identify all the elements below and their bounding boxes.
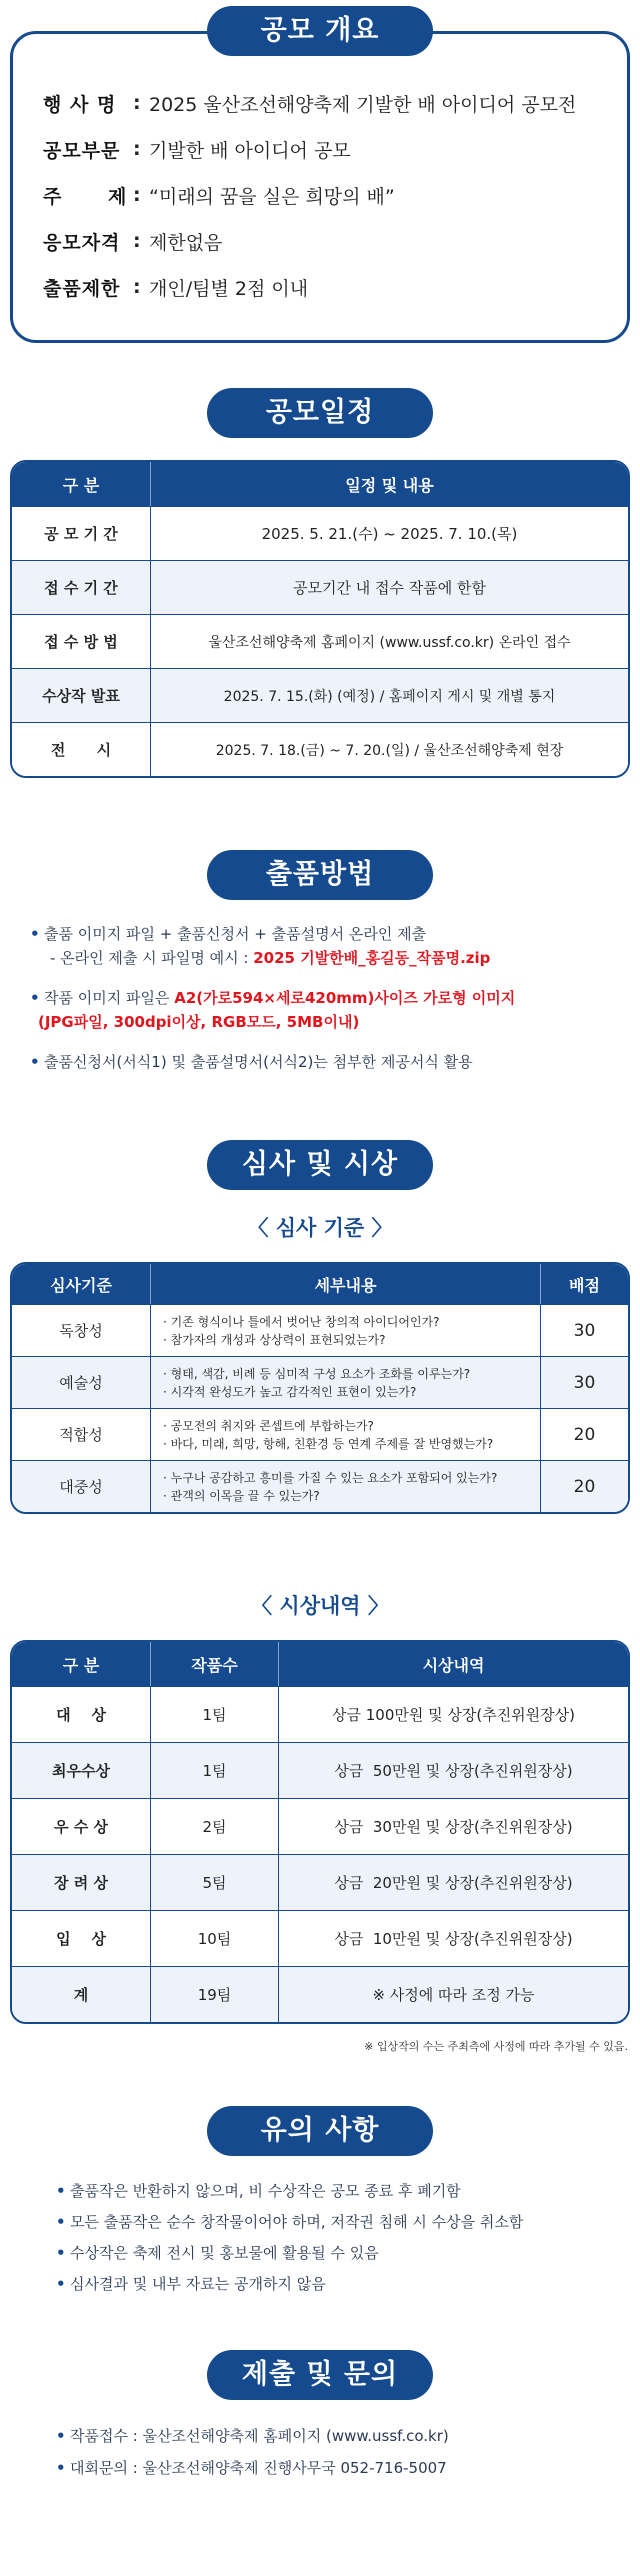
overview-value: 기발한 배 아이디어 공모	[149, 139, 351, 162]
notes-title-wrap	[0, 2106, 640, 2156]
overview-colon: :	[133, 276, 141, 298]
criteria-detail-line: · 누구나 공감하고 흥미를 가질 수 있는 요소가 포함되어 있는가?	[163, 1470, 498, 1485]
criteria-detail-line: · 공모전의 취지와 콘셉트에 부합하는가?	[163, 1418, 374, 1433]
awards-row	[12, 1742, 628, 1798]
submission-item	[30, 922, 620, 946]
overview-colon: :	[133, 92, 141, 114]
submission-image-spec-line	[30, 1010, 620, 1034]
awards-table-header	[12, 1642, 628, 1686]
awards-row-total	[12, 1966, 628, 2022]
judging-title: 심사 및 시상	[207, 1140, 433, 1190]
contact-title: 제출 및 문의	[207, 2350, 433, 2400]
overview-label: 출품제한	[43, 277, 121, 300]
notes-item: • 심사결과 및 내부 자료는 공개하지 않음	[56, 2269, 626, 2300]
awards-row	[12, 1798, 628, 1854]
notes-list	[56, 2176, 626, 2300]
criteria-details	[150, 1461, 540, 1512]
overview-row-category	[43, 126, 605, 172]
overview-label: 응모자격	[43, 231, 121, 254]
overview-section	[10, 6, 630, 343]
award-count: 5팀	[150, 1855, 278, 1910]
criteria-details	[150, 1305, 540, 1356]
criteria-score: 20	[540, 1409, 628, 1460]
criteria-detail-line: · 바다, 미래, 희망, 항해, 친환경 등 연계 주제를 잘 반영했는가?	[163, 1436, 494, 1451]
schedule-row-value: 2025. 7. 15.(화) (예정) / 홈페이지 게시 및 개별 통지	[150, 669, 628, 722]
award-count: 1팀	[150, 1687, 278, 1742]
notes-title: 유의 사항	[207, 2106, 433, 2156]
awards-table	[10, 1640, 630, 2024]
criteria-header-name: 심사기준	[50, 1275, 112, 1295]
awards-row	[12, 1910, 628, 1966]
schedule-row	[12, 506, 628, 560]
award-name: 입 상	[56, 1930, 106, 1948]
contact-list	[56, 2420, 626, 2484]
schedule-table	[10, 460, 630, 778]
overview-value: 개인/팀별 2점 이내	[149, 277, 309, 300]
overview-label: 주 제	[43, 185, 128, 208]
schedule-row-value: 공모기간 내 접수 작품에 한함	[150, 561, 628, 614]
award-count: 10팀	[150, 1911, 278, 1966]
overview-colon: :	[133, 230, 141, 252]
criteria-name: 대중성	[59, 1478, 103, 1496]
submission-title: 출품방법	[207, 850, 433, 900]
submission-title-wrap	[0, 850, 640, 900]
schedule-row-label: 접 수 방 법	[44, 633, 118, 651]
overview-title: 공모 개요	[207, 6, 433, 56]
criteria-row	[12, 1356, 628, 1408]
award-prize: ※ 사정에 따라 조정 가능	[278, 1967, 628, 2022]
criteria-detail-line: · 관객의 이목을 끌 수 있는가?	[163, 1488, 320, 1503]
schedule-row-value: 울산조선해양축제 홈페이지 (www.ussf.co.kr) 온라인 접수	[150, 615, 628, 668]
submission-filename-line	[30, 946, 620, 970]
notes-item: • 출품작은 반환하지 않으며, 비 수상작은 공모 종료 후 폐기함	[56, 2176, 626, 2207]
overview-row-event-name	[43, 80, 605, 126]
overview-label: 공모부문	[43, 139, 121, 162]
submission-filename-example: 2025 기발한배_홍길동_작품명.zip	[253, 949, 491, 967]
criteria-name: 예술성	[59, 1374, 103, 1392]
schedule-row-label: 공 모 기 간	[44, 525, 118, 543]
criteria-details	[150, 1357, 540, 1408]
overview-box	[10, 31, 630, 343]
overview-value: 2025 울산조선해양축제 기발한 배 아이디어 공모전	[149, 93, 577, 116]
schedule-row-label: 접 수 기 간	[44, 579, 118, 597]
criteria-name: 적합성	[59, 1426, 103, 1444]
notes-item: • 수상작은 축제 전시 및 홍보물에 활용될 수 있음	[56, 2238, 626, 2269]
schedule-row-value: 2025. 5. 21.(수) ~ 2025. 7. 10.(목)	[150, 507, 628, 560]
overview-value: 제한없음	[149, 231, 223, 254]
award-prize: 상금 20만원 및 상장(추진위원장상)	[278, 1855, 628, 1910]
submission-filename-prefix: - 온라인 제출 시 파일명 예시 :	[50, 949, 254, 967]
award-name: 장 려 상	[54, 1874, 108, 1892]
award-count: 19팀	[150, 1967, 278, 2022]
schedule-title-wrap	[0, 388, 640, 438]
criteria-score: 30	[540, 1357, 628, 1408]
overview-colon: :	[133, 184, 141, 206]
schedule-title: 공모일정	[207, 388, 433, 438]
overview-row-eligibility	[43, 218, 605, 264]
award-name: 계	[73, 1986, 89, 2004]
overview-row-theme	[43, 172, 605, 218]
awards-header-count: 작품수	[150, 1642, 278, 1686]
overview-row-limit	[43, 264, 605, 310]
award-count: 1팀	[150, 1743, 278, 1798]
award-prize: 상금 10만원 및 상장(추진위원장상)	[278, 1911, 628, 1966]
schedule-row	[12, 722, 628, 776]
submission-item	[30, 986, 620, 1010]
award-prize: 상금 50만원 및 상장(추진위원장상)	[278, 1743, 628, 1798]
schedule-row-value: 2025. 7. 18.(금) ~ 7. 20.(일) / 울산조선해양축제 현장	[150, 723, 628, 776]
criteria-detail-line: · 참가자의 개성과 상상력이 표현되었는가?	[163, 1332, 386, 1347]
schedule-header-category: 구 분	[62, 475, 100, 495]
awards-header-prize: 시상내역	[278, 1642, 628, 1686]
schedule-row-label: 수상작 발표	[42, 687, 120, 705]
awards-heading: 〈 시상내역 〉	[251, 1594, 389, 1618]
criteria-header-detail: 세부내용	[150, 1264, 540, 1304]
notes-item: • 모든 출품작은 순수 창작물이어야 하며, 저작권 침해 시 수상을 취소함	[56, 2207, 626, 2238]
contact-item: • 대회문의 : 울산조선해양축제 진행사무국 052-716-5007	[56, 2452, 626, 2484]
criteria-table	[10, 1262, 630, 1514]
submission-line2-prefix: 작품 이미지 파일은	[44, 989, 175, 1007]
criteria-details	[150, 1409, 540, 1460]
overview-label: 행 사 명	[43, 93, 117, 116]
criteria-detail-line: · 시각적 완성도가 높고 감각적인 표현이 있는가?	[163, 1384, 417, 1399]
schedule-row	[12, 614, 628, 668]
submission-line1: 출품 이미지 파일 + 출품신청서 + 출품설명서 온라인 제출	[44, 925, 427, 943]
award-name: 우 수 상	[54, 1818, 108, 1836]
criteria-row	[12, 1408, 628, 1460]
criteria-heading: 〈 심사 기준 〉	[247, 1216, 393, 1240]
awards-row	[12, 1854, 628, 1910]
criteria-row	[12, 1304, 628, 1356]
submission-line3: 출품신청서(서식1) 및 출품설명서(서식2)는 첨부한 제공서식 활용	[44, 1053, 473, 1071]
overview-colon: :	[133, 138, 141, 160]
schedule-table-header	[12, 462, 628, 506]
award-prize: 상금 30만원 및 상장(추진위원장상)	[278, 1799, 628, 1854]
criteria-score: 30	[540, 1305, 628, 1356]
schedule-row-label: 전 시	[50, 741, 112, 759]
criteria-score: 20	[540, 1461, 628, 1512]
schedule-header-detail: 일정 및 내용	[150, 462, 628, 506]
contact-title-wrap	[0, 2350, 640, 2400]
schedule-row	[12, 668, 628, 722]
award-prize: 상금 100만원 및 상장(추진위원장상)	[278, 1687, 628, 1742]
awards-footnote: ※ 입상작의 수는 주최측에 사정에 따라 추가될 수 있음.	[364, 2040, 628, 2053]
criteria-detail-line: · 형태, 색감, 비례 등 심미적 구성 요소가 조화를 이루는가?	[163, 1366, 471, 1381]
criteria-name: 독창성	[59, 1322, 103, 1340]
award-count: 2팀	[150, 1799, 278, 1854]
contact-item: • 작품접수 : 울산조선해양축제 홈페이지 (www.ussf.co.kr)	[56, 2420, 626, 2452]
criteria-table-header	[12, 1264, 628, 1304]
schedule-row	[12, 560, 628, 614]
criteria-detail-line: · 기존 형식이나 틀에서 벗어난 창의적 아이디어인가?	[163, 1314, 440, 1329]
award-name: 대 상	[56, 1706, 106, 1724]
overview-value: “미래의 꿈을 실은 희망의 배”	[149, 185, 395, 208]
criteria-header-score: 배점	[540, 1264, 628, 1304]
awards-header-name: 구 분	[62, 1655, 100, 1675]
submission-image-size: A2(가로594×세로420mm)사이즈 가로형 이미지	[174, 989, 516, 1007]
submission-item	[30, 1050, 620, 1074]
award-name: 최우수상	[52, 1762, 110, 1780]
criteria-row	[12, 1460, 628, 1512]
awards-row	[12, 1686, 628, 1742]
submission-image-spec: (JPG파일, 300dpi이상, RGB모드, 5MB이내)	[38, 1013, 360, 1031]
judging-title-wrap	[0, 1140, 640, 1190]
submission-list	[30, 922, 620, 1074]
